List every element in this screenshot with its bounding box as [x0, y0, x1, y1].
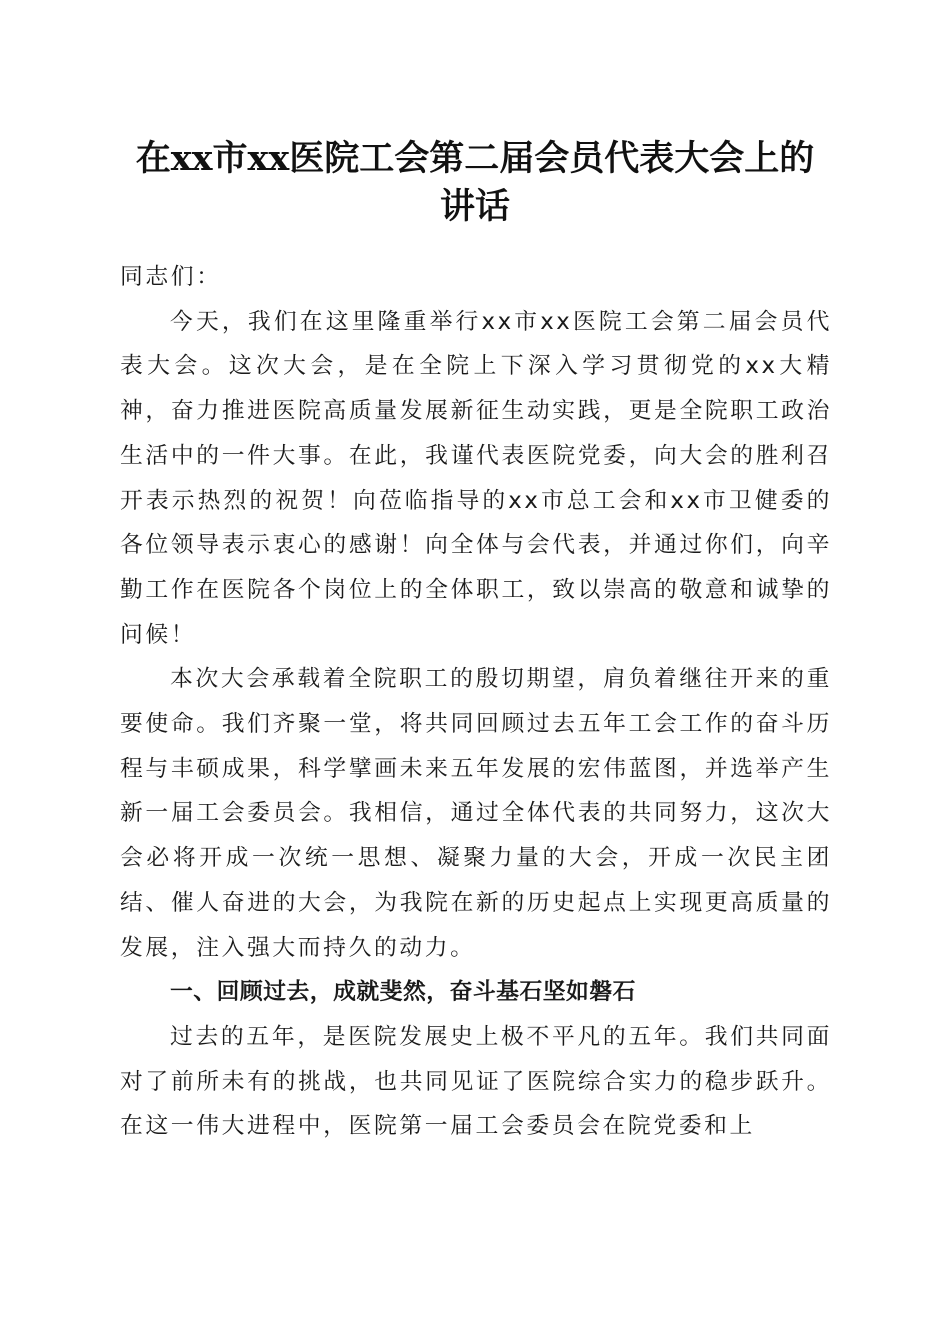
document-body [120, 255, 832, 1149]
document-title-line-1: 在xx市xx医院工会第二届会员代表大会上的 [135, 138, 815, 179]
section-heading: 一、回顾过去，成就斐然，奋斗基石坚如磐石 [170, 979, 636, 1006]
paragraph-opening: 今天，我们在这里隆重举行xx市xx医院工会第二届会员代表大会。这次大会，是在全院上下深入学习贯彻党的xx大精神，奋力推进医院高质量发展新征生动实践，更是全院职工政治生活中的一件大事。在此，我谨代表医院党委，向大会的胜利召开表示热烈的祝贺！向莅临指导的xx市总工会和xx市卫健委的各位领导表示衷心的感谢！向全体与会代表，并通过你们，向辛勤工作在医院各个岗位上的全体职工，致以崇高的敬意和诚挚的问候！ [120, 308, 832, 648]
salutation: 同志们： [120, 264, 222, 290]
document-title-line-2: 讲话 [439, 186, 510, 227]
paragraph-review: 过去的五年，是医院发展史上极不平凡的五年。我们共同面对了前所未有的挑战，也共同见证了医院综合实力的稳步跃升。在这一伟大进程中，医院第一届工会委员会在院党委和上 [120, 1023, 832, 1140]
paragraph-mission: 本次大会承载着全院职工的殷切期望，肩负着继往开来的重要使命。我们齐聚一堂，将共同回顾过去五年工会工作的奋斗历程与丰硕成果，科学擘画未来五年发展的宏伟蓝图，并选举产生新一届工会委员会。我相信，通过全体代表的共同努力，这次大会必将开成一次统一思想、凝聚力量的大会，开成一次民主团结、催人奋进的大会，为我院在新的历史起点上实现更高质量的发展，注入强大而持久的动力。 [120, 666, 832, 961]
